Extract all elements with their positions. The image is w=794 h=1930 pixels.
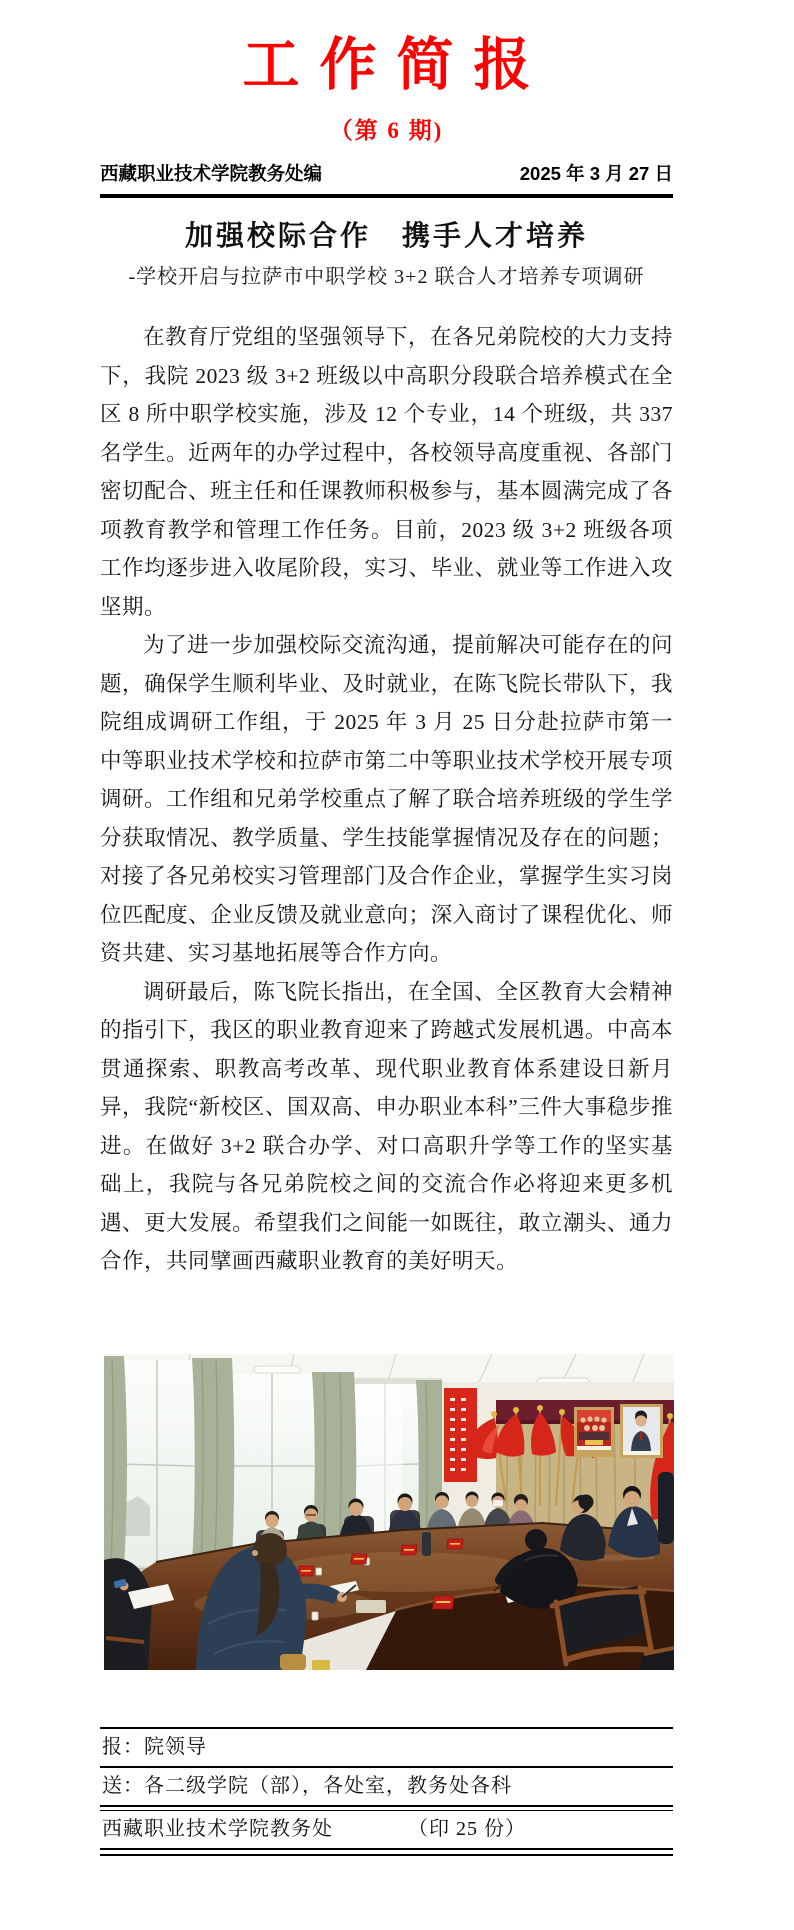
distribution-footer bbox=[100, 1727, 673, 1856]
bulletin-title-text: 工作简报 bbox=[242, 34, 551, 97]
publication-date: 2025 年 3 月 27 日 bbox=[519, 163, 673, 184]
issue-number: （第 6 期) bbox=[329, 118, 444, 143]
paragraph-1: 在教育厅党组的坚强领导下，在各兄弟院校的大力支持下，我院 2023 级 3+2 班级以中高职分段联合培养模式在全区 8 所中职学校实施，涉及 12 个专业，14 个班级，共 337 名学生。近两年的办学过程中，各校领导高度重视、各部门密切配合、班主任和任课教师积极参与，基本圆满完成了各项教育教学和管理工作任务。目前，2023 级 3+2 班级各项工作均逐步进入收尾阶段，实习、毕业、就业等工作进入攻坚期。 bbox=[100, 325, 673, 619]
issuer-name: 西藏职业技术学院教务处 bbox=[102, 1818, 333, 1840]
print-copies: （印 25 份） bbox=[408, 1818, 526, 1840]
paragraph-2: 为了进一步加强校际交流沟通，提前解决可能存在的问题，确保学生顺利毕业、及时就业，在陈飞院长带队下，我院组成调研工作组，于 2025 年 3 月 25 日分赴拉萨市第一中等职业技术学校和拉萨市第二中等职业技术学校开展专项调研。工作组和兄弟学校重点了解了联合培养班级的学生学分获取情况、教学质量、学生技能掌握情况及存在的问题；对接了各兄弟校实习管理部门及合作企业，掌握学生实习岗位匹配度、企业反馈及就业意向；深入商讨了课程优化、师资共建、实习基地拓展等合作方向。 bbox=[100, 633, 673, 965]
content-column bbox=[100, 0, 673, 1930]
report-line: 报：院领导 bbox=[102, 1736, 207, 1758]
bulletin-title bbox=[100, 36, 673, 96]
portrait-collage bbox=[574, 1407, 614, 1457]
article-title: 加强校际合作 携手人才培养 bbox=[184, 221, 588, 252]
article-body bbox=[100, 318, 673, 1281]
paragraph-3: 调研最后，陈飞院长指出，在全国、全区教育大会精神的指引下，我区的职业教育迎来了跨越式发展机遇。中高本贯通探索、职教高考改革、现代职业教育体系建设日新月异，我院“新校区、国双高、申办职业本科”三件大事稳步推进。在做好 3+2 联合办学、对口高职升学等工作的坚实基础上，我院与各兄弟院校之间的交流合作必将迎来更多机遇、更大发展。希望我们之间能一如既往，敢立潮头、通力合作，共同擘画西藏职业教育的美好明天。 bbox=[100, 979, 673, 1273]
publication-row bbox=[100, 160, 673, 186]
portrait-leader bbox=[620, 1404, 663, 1458]
issuer-row bbox=[100, 1811, 673, 1848]
send-line: 送：各二级学院（部），各处室，教务处各科 bbox=[102, 1775, 512, 1797]
meeting-photo bbox=[104, 1354, 674, 1670]
red-banner bbox=[444, 1388, 477, 1482]
article-subtitle: -学校开启与拉萨市中职学校 3+2 联合人才培养专项调研 bbox=[128, 266, 645, 288]
editor-label: 西藏职业技术学院教务处编 bbox=[100, 163, 323, 184]
meeting-photo-illustration bbox=[104, 1354, 674, 1670]
footer-rule-4 bbox=[100, 1848, 673, 1856]
masthead-divider bbox=[100, 194, 673, 198]
attendee-right-partial bbox=[658, 1472, 674, 1544]
